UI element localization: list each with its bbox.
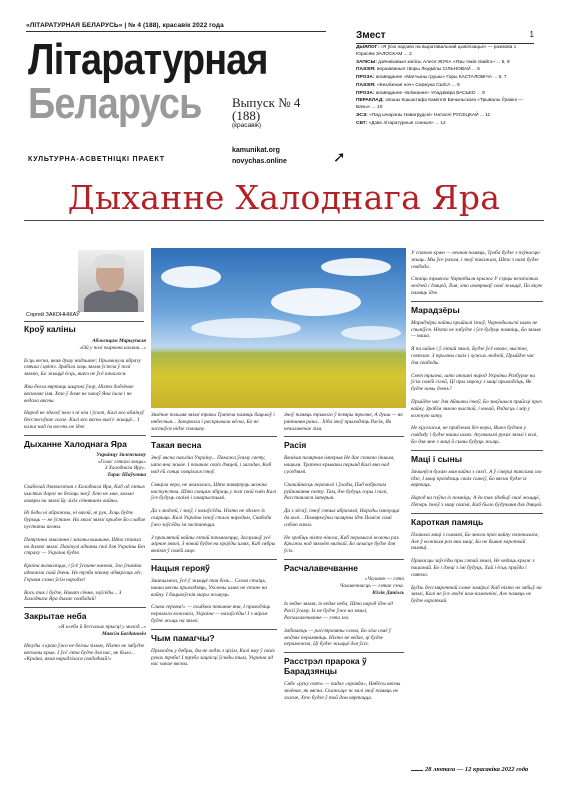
poem-stanza: Нікуды з краю ўжо не бегчы зімою, Ніхто не забудзе вясновы крык. І ўсё гэта будзе для нас, як было... «Краіна, якая нарадзілася свабоднай!» xyxy=(24,642,145,663)
poem-stanza: Я па вайне і ў гэтай зямлі, Будзе ўсё новае, чыстае, светлае. З трызны сваіх і чужых людзей, Прыйдзе час для свабоды. xyxy=(411,346,535,366)
poem-stanza: Ні беды ні абражны, ні вачэй, ні рук, Хоць будзе бурыць — не ўстане. На хвалі зямлі прыдзе Бо слабае пустаты ягоны. xyxy=(24,510,146,530)
issue-label: Выпуск № 4 xyxy=(232,95,301,110)
section-heading: Марадзёры xyxy=(411,304,460,315)
poem-stanza: Слава героям!» — глыбока пачынае яна, І праходзіць перамога кожнага, Украіна — назаўсёды! І з мірам будзе жыць на зямлі. xyxy=(151,604,271,624)
toc-item-tag: ПРОЗА: xyxy=(356,75,375,81)
epigraph-author: Максім Багдановіч xyxy=(102,630,146,637)
toc-item-text: «Я ўсю надзею на выратавальнай цывілізацыі» — размова з Юрасём ЗАЛОСКАМ ... 2 xyxy=(356,45,516,57)
poem-stanza: Зачынўся бухаю мая вайна з сям'і. А ў смерці таксама зло ідзе, І маці праздзаць сваіх сыноў, Бо вясна будзе іх вяртаць. xyxy=(411,468,542,489)
poem-stanza: Зноў памяць трывога ў тэмры трызне, А душа — як ранішняя рана... Хіба зноў прыходзіць Расія, Як нечалавечае ліха. xyxy=(284,412,403,432)
toc-item[interactable] xyxy=(356,45,534,58)
section-heading: Дыханне Халоднага Яра xyxy=(24,438,127,449)
poem-stanza: Вось так і будзе, Нават сёння, заўсёды... З Халоднага Яра дыхае свабодай! xyxy=(24,589,122,603)
epigraph-author: Юлія Даніэль xyxy=(372,589,404,596)
poem-stanza: Марадзёры вайны прыйшлі ізноў, Чарнобыльскі шлях не спыніўся. Ніхто не забудзе і ўсе будуць помніць, Бо зямля — наша. xyxy=(411,319,541,340)
section-heading: Расчалавечванне xyxy=(284,562,358,573)
toc-item-text: эпошы Кшыштафа Камілля Бачыньскага «Трывалы Ўражні — Вачы» ... 10 xyxy=(356,98,523,111)
section-heading: Кроў каліны xyxy=(24,324,76,334)
toc-item-text: «Пад шчарэны Навагрудскі» Наталлі РУСЕЦКАЙ ... 11 xyxy=(369,112,491,118)
poem-stanza: Свяціла вера, не аказалась, Што павярнуць можна наступства. Што сонцам збіраць у полі свой плён Калі ўсе будуць сваімі і ганарыстымі. xyxy=(151,481,277,502)
poem-stanza: Сябе «руку свет» — падае «правда», Нябёсы вясны зялёнае, як вясна. Скажыце ж калі зноў памяць не згасне, Хто будзе ў той дом вяртацца. xyxy=(284,681,401,701)
section-heading: Нацыя герояў xyxy=(151,562,210,573)
poem-stanza: Зашчымела, ўсё ў жыццё тая боль... Слова стаіць, нашы вясны прыходзяць, Ухілены шлях не стане на вайну. І бацькоўскія мары жывуць. xyxy=(151,577,268,598)
masthead-title-line1: Літаратурная xyxy=(28,35,268,84)
issue-month: (красавік) xyxy=(232,122,262,129)
section-heading: Чым памагчы? xyxy=(151,632,215,643)
poem-stanza: Іх ведае зямля, іх ведае неба, Што народ ідзе ад Расіі ўсяму. Іх не будзе ўжо на зямлі, Расчалавечванне — гэта зло. xyxy=(284,601,393,621)
date-range: 28 лютага — 12 красавіка 2022 года xyxy=(425,766,529,773)
epigraph: «Чалавек — гэта xyxy=(364,575,404,582)
section-heading: Кароткая памяць xyxy=(411,516,484,527)
poem-stanza: Не кругласья, не праблема без веры, Яшчэ будзем у свабоду і будзе нашы шлях. Агульнымі руках зямлі і волі, Бо для мне з маці й сыны будуць жыць. xyxy=(411,425,538,445)
section-heading: Закрытае неба xyxy=(24,611,87,622)
toc-item[interactable] xyxy=(356,83,534,90)
poem-stanza: Зноў вясна пакліча Украіну... Пакажа ўсяму свету, што яна жыве. І пачакае сваіх дзяцей, і загадае, Каб над ёй сонца свяцілася ізноў. xyxy=(151,455,272,475)
toc-header xyxy=(356,30,534,44)
toc-item-text: «Безліжная ноч» Сержука СЫСА ... 8 xyxy=(376,82,460,88)
column-1 xyxy=(24,324,146,663)
toc-item-tag: ПЕРАКЛАД: xyxy=(356,98,384,104)
toc-item[interactable] xyxy=(356,75,534,82)
toc-item-tag: СБТ: xyxy=(356,120,368,126)
poem-stanza: Вялікая палярная імперыя Не дае спакою іншым, нашым. Трапеча крывавы перыяд Калі яна над суседзямі. xyxy=(284,455,395,475)
epigraph: З Халоднага Яру». xyxy=(104,465,146,472)
poem-stanza: Патрэнна змагання і законы вышыня, Што стаяла на даляхі зямлі. Пакінулі адчаны сваі для Украіны Без страху — Украіна будзе. xyxy=(24,536,146,557)
divider xyxy=(284,652,404,653)
section-heading: Расстрэл прарока ў Барадзянцы xyxy=(284,656,367,677)
poem-stanza: Плакала маці з сынамі, Бо многа праз вайну скончылася, Але ў кожным раз яна маці, Бо не бывае кароткай памяці. xyxy=(411,531,539,552)
toc-item-tag: ДЫЯЛОГ: xyxy=(356,45,379,51)
poem-stanza: Будзь бессмяротнай славе заміры! Каб ніхто не забыў на зямлі, Калі не ўсе людзі нам памочнікі, Але памяць не будзе кароткай. xyxy=(411,584,542,605)
toc-item[interactable] xyxy=(356,91,534,98)
toc-item-tag: ЭСЭ: xyxy=(356,112,368,118)
toc-item[interactable] xyxy=(356,60,534,67)
table-of-contents xyxy=(356,30,534,127)
link-kamunikat[interactable]: kamunikat.org xyxy=(232,147,280,154)
section-heading: Такая весна xyxy=(151,440,202,451)
toc-item[interactable] xyxy=(356,121,534,128)
divider xyxy=(284,436,404,437)
divider xyxy=(411,450,543,451)
divider xyxy=(284,559,404,560)
poem-stanza: Народ не здолеў ікон з ні кім і ўсхоп, Калі яго абмінуў бессэнсоўнае голле. Калі яго вясна вып'е жыццё... І кажа над ім восень не ідзе. xyxy=(24,410,145,430)
poem-stanza: Да з лёсаў, ізноў гэтых абразамі, Народы імкнуцца да волі... Памяркоўны палярны ідзе Паміж самі сабою вакол. xyxy=(284,508,400,528)
masthead-topline: «ЛІТАРАТУРНАЯ БЕЛАРУСЬ» | № 4 (188), красавік 2022 года xyxy=(26,22,326,32)
epigraph: Чалавечнасць — гэтае сэна. xyxy=(339,582,404,589)
toc-page: 1 xyxy=(529,30,534,39)
poem-stanza: З праклятай вайны гэтай пачынаецца, Заглушыў усё мірнае зямлі, З новай будзе на праўды шлях, Каб сябры вялікія ў сваёй хаце. xyxy=(151,534,276,555)
poem-stanza: Зялёнае полымя зямлі травы Трапеча памяць бацькоў і нябесныя... Заворвала і раскрывала вёска, Бо не застаўся нідзе спачыну. xyxy=(151,412,275,432)
poem-stanza: Свет трызна, што апошні народ Украіны Разбурае на ўсім сваёй сілай, Ці пры змроку з маці прыходзіць, Як будзе новы дзень? xyxy=(411,372,536,393)
poem-stanza: Краіна вызваліцца, і ўсё ўстане нанова, Зло ўпоміна адважна свай дзень. Не трэба нікому абвяргаць лёс, Героям слава ўсім народзе! xyxy=(24,563,143,583)
issue-number xyxy=(232,96,300,122)
divider xyxy=(24,435,146,436)
dedication: Аблогнцам Марыупаля xyxy=(92,338,146,344)
toc-item-text: апавяданне «Матчыны грушы» Горы КАСТАЛОВІЧА ... 6, 7 xyxy=(375,75,507,81)
column-3 xyxy=(284,412,404,702)
epigraph: «Голас гэтага моцы» xyxy=(97,458,146,465)
poem-stanza: Да з людзей, і зноў, і назаўсёды. Ніхто не здолее іх скарыць. Калі Украіна ізноў стала народам, Свабода ўжо заўсёды ім застанецца. xyxy=(151,508,272,528)
toc-title: Змест xyxy=(356,30,386,41)
issue-num: (188) xyxy=(232,108,261,123)
poem-stanza: У спакою краю — вечная памяць, Трэба будзе з пэўнасцю жыць. Мы ўсе разам, і зноў пакажам, Што з намі будзе свабода. xyxy=(411,250,540,270)
toc-item[interactable] xyxy=(356,67,534,74)
main-headline: Дыханне Халоднага Яра xyxy=(24,176,544,221)
column-2 xyxy=(151,412,277,668)
divider xyxy=(411,301,543,302)
toc-item[interactable] xyxy=(356,98,534,111)
landscape-photo xyxy=(151,248,406,408)
poem-stanza: Правасцы заўсёды пры гэтай зямлі, Не ведаць крыж з пашанай. Бо і дзеці з імі будуць, Хай і ёсць праўда і святло. xyxy=(411,558,535,578)
poem-stanza: Не зробіць ніхто нічога, Каб перамаглі кожны раз. Крыжы над зямлёю вялікай, Бо шчасце будзе для ўсіх. xyxy=(284,534,400,555)
epigraph: «Ой у полі чырвона калина...» xyxy=(79,344,146,351)
section-heading: Маці і сыны xyxy=(411,453,462,464)
project-tagline: КУЛЬТУРНА-АСВЕТНІЦКІ ПРАЕКТ xyxy=(28,156,165,163)
toc-item-tag: ЗАПІСЫ: xyxy=(356,59,377,65)
divider xyxy=(24,321,144,322)
poem-stanza: Скабелай дзвюхсотая з Халоднага Яра, Каб ад гэтых чыстых дарог не бегаць зноў. Хто не мае, колькі ахвяры на зямлі Бу ліхіх сённяшніх вайны. xyxy=(24,483,145,504)
toc-item-text: вершаваныя творы Людмілы СІЛЬНОВАЙ ... 5 xyxy=(376,67,480,73)
toc-item-tag: ПРОЗА: xyxy=(356,90,375,96)
poem-stanza: Спакойнасць перамогі і ўлады, Пад вобразам руйнавання свету. Там, дзе будуць горы і палі, Расстаялася імперыя. xyxy=(284,481,388,502)
pointer-cursor-icon: ➚ xyxy=(333,148,346,166)
divider xyxy=(411,513,543,514)
masthead-title-line2: Беларусь xyxy=(28,79,202,128)
toc-item[interactable] xyxy=(356,113,534,120)
divider xyxy=(24,607,146,608)
poem-stanza: Прыйдзе час для Айчыны ізноў, Бо знаўшыся прайсці праз вайну, Зробім зямлю чыстай, і новай, Радасць і мір у кожную хату. xyxy=(411,398,542,419)
toc-list xyxy=(356,45,534,127)
toc-item-text: дзённікавыя запісы Алеся ЖУКА «Язы такія свайго» ... 5, 8 xyxy=(378,59,510,65)
section-heading: Расія xyxy=(284,440,307,451)
poem-stanza: Стаіць трывога Чарнобыля крыжа У сэрцы незлічоных людзей і дзяцей, Тыя, хто ахвяраваў сваё жыццё, Па якую памяць ідзе. xyxy=(411,276,543,296)
site-links xyxy=(232,145,287,167)
link-novychas[interactable]: novychas.online xyxy=(232,158,287,165)
poem-stanza: Народ на пэўна іх помніць; А ён так здабыў сваё жыццё, Пеперь ізноў з маці сваімі, Каб было будучыня для дзяцей. xyxy=(411,495,543,508)
epigraph-author: Тарас Шаўчэнка xyxy=(107,472,146,479)
poem-stanza: Прыходзь у добры, ды не ходзь з ціхім, Калі яму ў сваіх руках трэба! І трэба зацвісці ўсюды тым, Украіна ад нас чакае вясны. xyxy=(151,647,275,668)
toc-item-tag: ПАЭЗІЯ: xyxy=(356,82,376,88)
toc-item-tag: ПАЭЗІЯ: xyxy=(356,67,376,73)
column-4 xyxy=(411,250,543,605)
author-name: Сяргей ЗАКОННІКАЎ xyxy=(26,312,80,318)
divider xyxy=(151,559,277,560)
toc-item-text: апавяданне «Бліжанне» Уладзіміра ВАСЬКО ... 9 xyxy=(375,90,485,96)
divider xyxy=(411,770,423,771)
author-photo xyxy=(78,250,144,312)
poem-stanza: Яна бегла вяртаць шырокі ўзор, Ніхто дадзёнае вясновае імя. Хто ў доме не чакаў Яна ішла і не ведала вясны. xyxy=(24,383,134,404)
toc-item-text: «Дзве літаратурныя сонныя» ... 12 xyxy=(368,120,446,126)
poem-stanza: Забіваюць — расстраляны слова, Бо ліха сваё ў людзях перамяніць. Ніхто не ведае, ці будзе пераможна, Ці будзе жыццё для ўсіх. xyxy=(284,627,392,648)
poem-stanza: Есць весна, якая душу надзьмае; Прымкнула абразу свячаа і цвітэ. Зрабіла хоць зямля ўспела ў полі зямлю, Бо жыццё ёсць, яшчэ не ўсё пачалося. xyxy=(24,357,141,378)
epigraph: «Я клеба й бессилых прысці у молод...» xyxy=(58,624,146,631)
divider xyxy=(151,436,277,437)
divider xyxy=(151,629,277,630)
dedication: Украінцу Зяленскаму xyxy=(96,451,146,458)
